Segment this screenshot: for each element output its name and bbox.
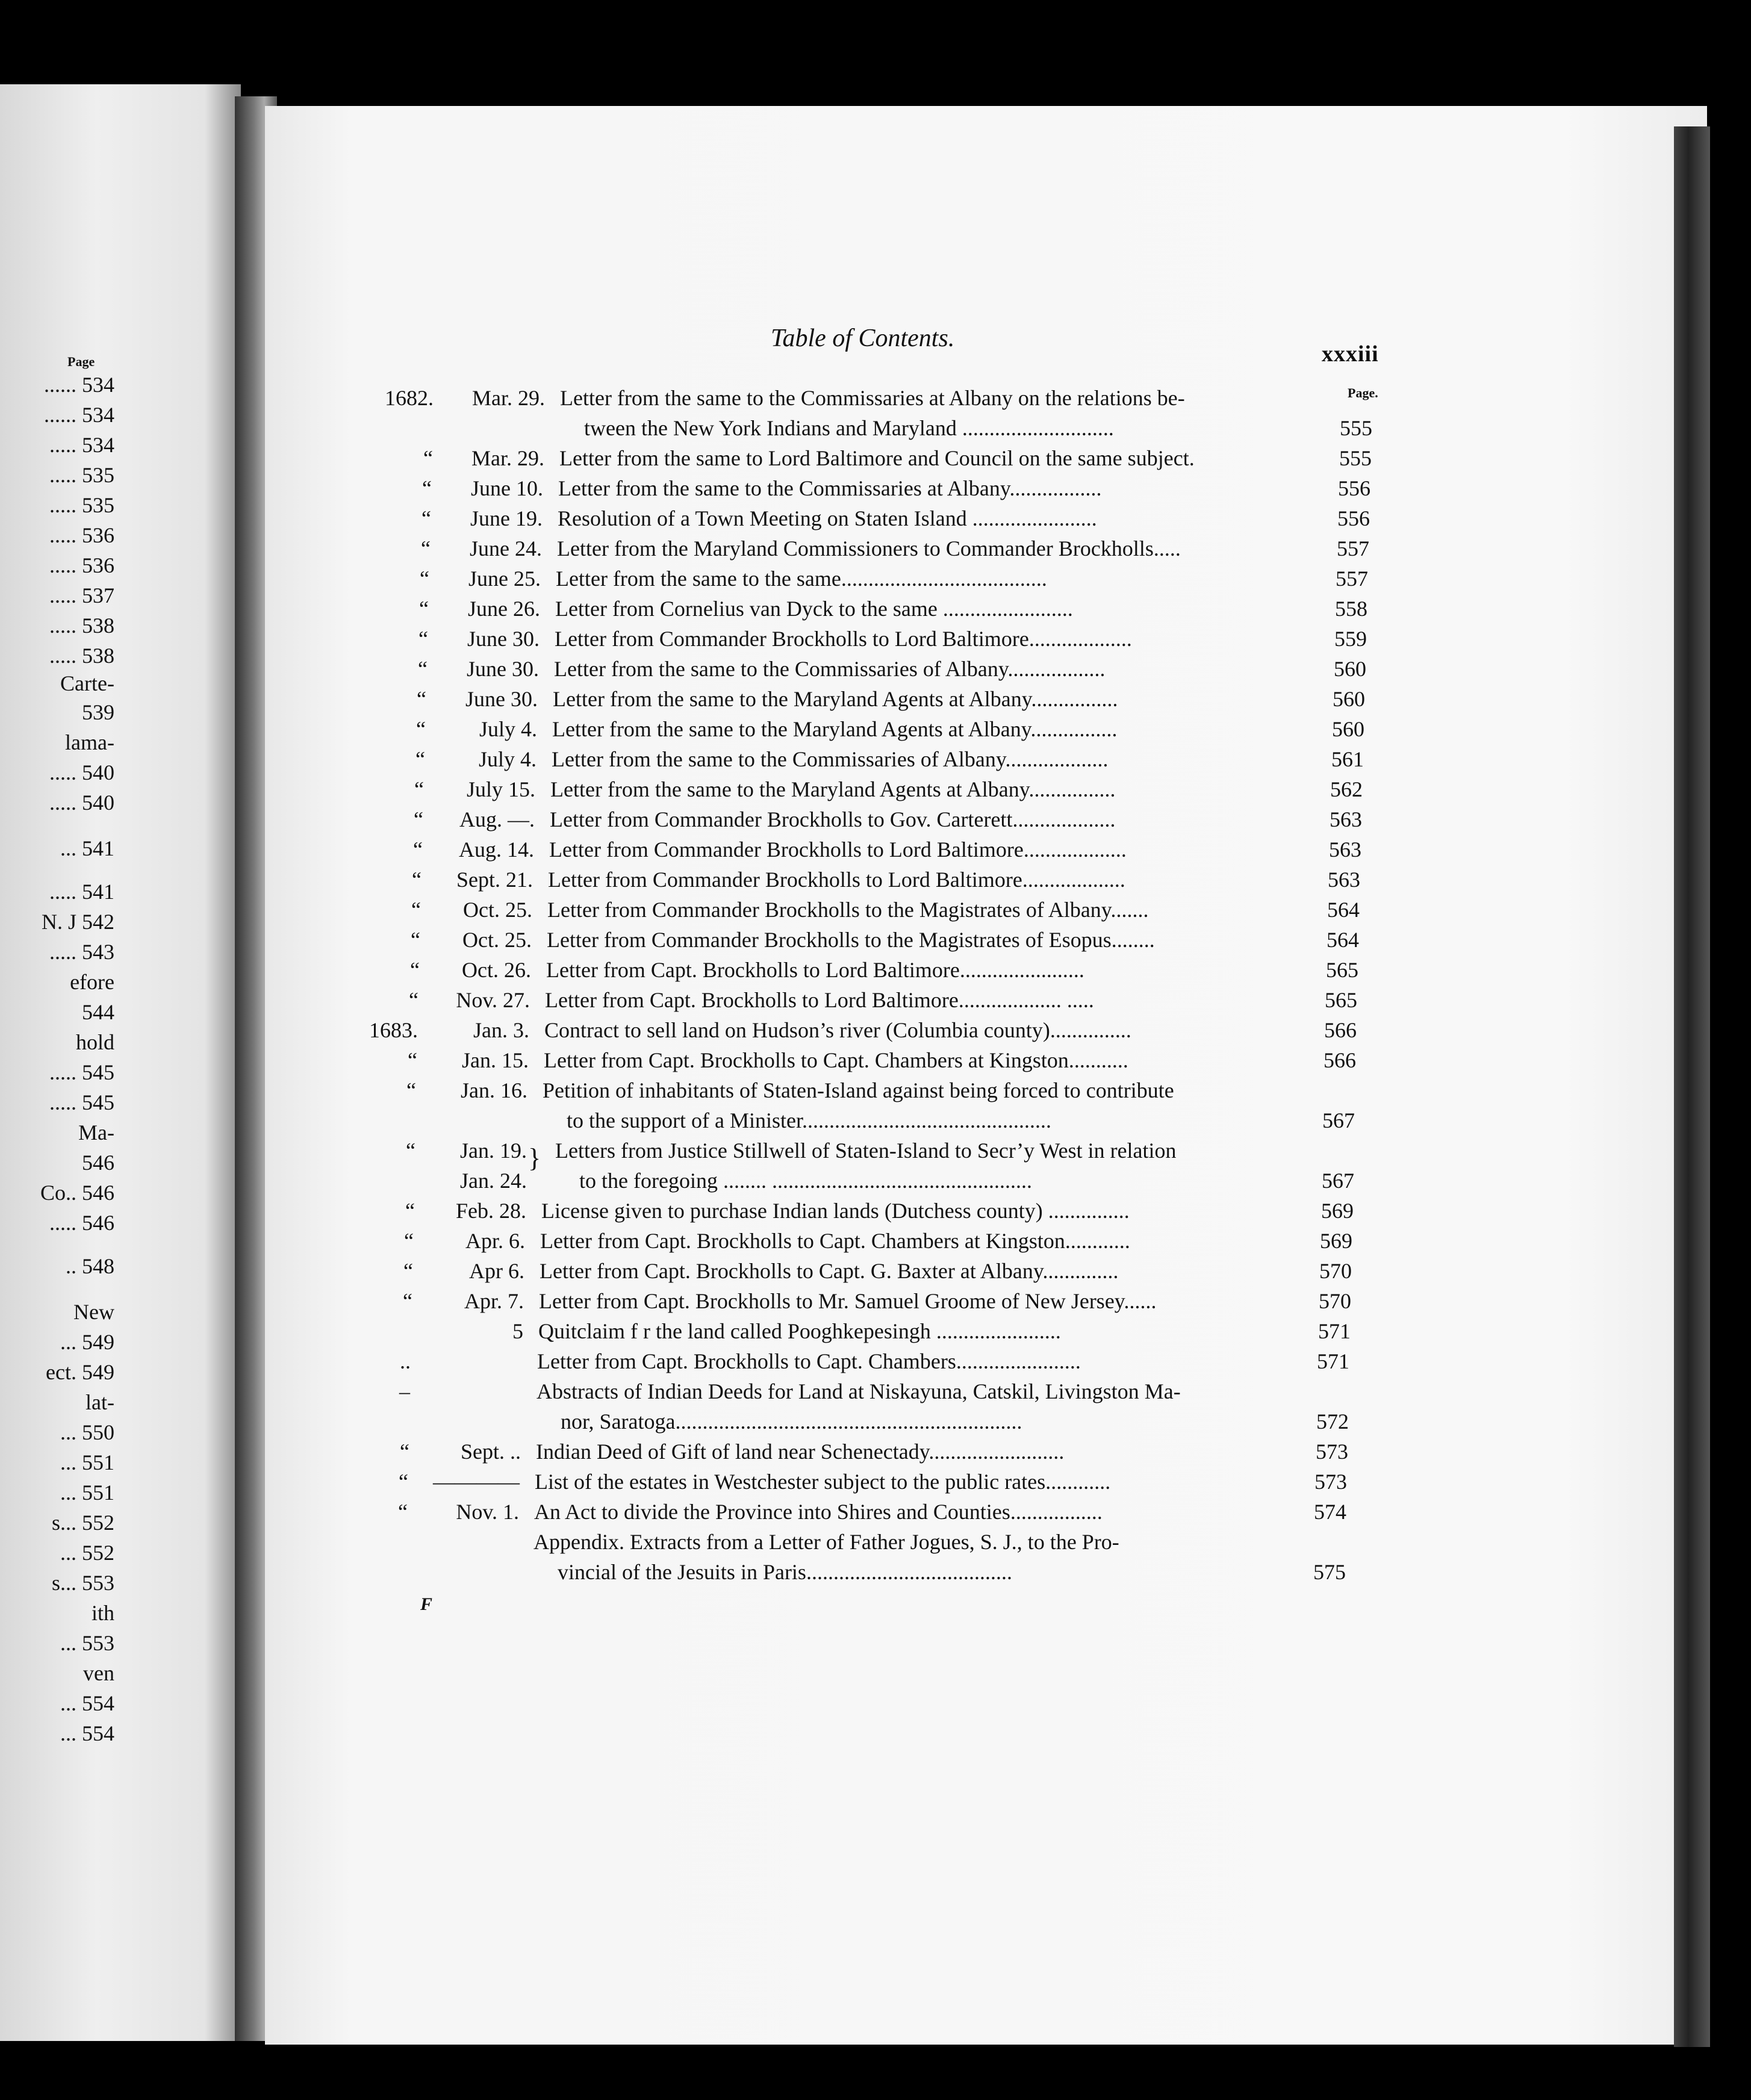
left-page-line: Ma- [78,1120,114,1145]
toc-entry-text: Resolution of a Town Meeting on Staten Island ....................... [558,506,1097,530]
left-page-line: ... 549 [60,1330,114,1354]
toc-entry-text: Appendix. Extracts from a Letter of Father Jogues, S. J., to the Pro- [533,1530,1119,1554]
left-page-line: ... 550 [60,1420,114,1444]
toc-page-number: 567 [1322,1169,1354,1193]
toc-year: “ [421,506,431,530]
left-page-line: Co.. 546 [40,1181,114,1205]
toc-year: – [399,1379,410,1403]
page-title: Table of Contents. [771,325,955,352]
toc-date: Jan. 19. [460,1139,527,1163]
toc-entry-text: Letter from Capt. Brockholls to Lord Baltimore................... ..... [545,988,1094,1012]
toc-page-number: 566 [1323,1048,1356,1072]
toc-year: “ [410,958,420,982]
toc-entry-text: Letter from the same to the Commissaries at Albany................. [558,476,1102,500]
left-page-line: ...... 534 [44,373,114,397]
toc-page-number: 567 [1322,1108,1355,1132]
toc-page-number: 573 [1316,1440,1348,1464]
signature-mark: F [420,1594,433,1614]
left-page-line: s... 552 [51,1511,114,1535]
toc-year: “ [408,1048,417,1072]
toc-entry-text: Petition of inhabitants of Staten-Island against being forced to contribute [543,1078,1174,1102]
toc-date: Oct. 25. [462,928,532,952]
toc-date: June 10. [471,476,543,500]
toc-year: “ [398,1500,408,1524]
toc-year: “ [399,1470,408,1494]
toc-date: June 19. [470,506,543,530]
left-page-line: ect. 549 [46,1360,114,1384]
toc-entry-text: License given to purchase Indian lands (Dutchess county) ............... [541,1199,1130,1223]
left-page-line: 539 [82,700,114,724]
toc-entry-text: Quitclaim f r the land called Pooghkepesingh ....................... [538,1319,1061,1343]
toc-entry-text: Letter from the same to the same...................................... [556,567,1047,591]
toc-year: “ [403,1289,412,1313]
toc-entry-text: Letters from Justice Stillwell of Staten-Island to Secr’y West in relation [555,1139,1177,1163]
toc-year: “ [416,717,426,741]
toc-page-number: 571 [1318,1319,1351,1343]
toc-page-number: 564 [1327,898,1360,922]
toc-date: Apr 6. [469,1259,524,1283]
toc-year: “ [413,837,423,862]
toc-date-secondary: Jan. 24. [460,1169,527,1193]
toc-year: 1683. [369,1018,418,1042]
toc-page-number: 571 [1317,1349,1349,1373]
toc-page-number: 561 [1331,747,1364,771]
toc-entry-text: Letter from Capt. Brockholls to Capt. Chambers....................... [537,1349,1081,1373]
toc-date: Apr. 6. [465,1229,525,1253]
toc-entry-text: Letter from Commander Brockholls to Lord Baltimore................... [548,868,1125,892]
left-page-line: ..... 540 [49,791,114,815]
left-page-line: ... 541 [60,836,114,860]
toc-date: Sept. .. [460,1440,521,1464]
toc-page-number: 565 [1325,988,1357,1012]
toc-date: Jan. 15. [462,1048,529,1072]
toc-page-number: 562 [1330,777,1363,801]
toc-entry-text: List of the estates in Westchester subject to the public rates............ [535,1470,1111,1494]
toc-year: “ [411,898,421,922]
toc-year: “ [422,476,432,500]
toc-year: “ [405,1199,415,1223]
left-page-line: ...... 534 [44,403,114,427]
left-page-line: Carte- [60,671,114,695]
toc-page-number: 570 [1319,1289,1351,1313]
toc-entry-text: Letter from the same to the Maryland Agents at Albany................ [552,717,1118,741]
toc-date: June 24. [470,536,542,561]
toc-year: “ [420,567,429,591]
toc-year: “ [400,1440,409,1464]
left-page-line: ... 551 [60,1450,114,1474]
toc-date: July 4. [479,717,537,741]
toc-page-number: 557 [1336,567,1368,591]
toc-page-number: 560 [1334,657,1366,681]
toc-year: “ [409,988,418,1012]
toc-page-number: 559 [1334,627,1367,651]
left-page-line: ... 554 [60,1721,114,1745]
toc-entry-text: Letter from the same to the Commissaries of Albany................... [552,747,1109,771]
toc-year: “ [406,1139,415,1163]
toc-entry-text: Letter from Capt. Brockholls to Capt. Chambers at Kingston........... [544,1048,1128,1072]
toc-page-number: 563 [1328,868,1360,892]
toc-page-number: 574 [1314,1500,1346,1524]
page-column-label: Page. [1348,385,1378,400]
left-page-line: ... 554 [60,1691,114,1715]
toc-date: July 4. [478,747,536,771]
toc-page-number: 565 [1326,958,1358,982]
left-page-line: 544 [82,1000,114,1024]
toc-year: “ [418,657,428,681]
left-page [0,84,241,2041]
toc-page-number: 555 [1339,446,1372,470]
toc-entry-text: Letter from Capt. Brockholls to Capt. G. Baxter at Albany.............. [540,1259,1119,1283]
toc-year: “ [403,1259,413,1283]
toc-entry-text: Letter from Commander Brockholls to Gov. Carterett................... [550,807,1116,831]
toc-year: “ [419,597,429,621]
toc-page-number: 575 [1313,1560,1346,1584]
toc-page-number: 570 [1319,1259,1352,1283]
toc-year: “ [412,868,421,892]
left-page-line: 546 [82,1151,114,1175]
toc-date: July 15. [466,777,535,801]
toc-entry-text: Letter from Capt. Brockholls to Mr. Samuel Groome of New Jersey...... [539,1289,1157,1313]
toc-year: “ [418,627,428,651]
left-page-line: efore [70,970,114,994]
left-page-line: .. 548 [66,1254,114,1278]
toc-page-number: 560 [1333,687,1365,711]
toc-year: “ [415,747,425,771]
brace-mark: } [528,1143,541,1173]
toc-date: Aug. 14. [459,837,534,862]
toc-entry-text: Letter from Capt. Brockholls to Capt. Chambers at Kingston............ [540,1229,1130,1253]
left-page-line: lama- [65,730,114,754]
toc-date: Oct. 26. [462,958,531,982]
toc-page-number: 556 [1338,476,1370,500]
toc-year: “ [411,928,420,952]
toc-entry-text: to the foregoing ........ ................................................ [579,1169,1032,1193]
toc-entry-text: Letter from Commander Brockholls to the Magistrates of Albany....... [547,898,1149,922]
left-page-line: ..... 535 [49,463,114,487]
page-edge [1674,126,1710,2047]
toc-page-number: 560 [1332,717,1364,741]
toc-page-number: 569 [1321,1199,1354,1223]
toc-entry-text: tween the New York Indians and Maryland ............................ [584,416,1114,440]
toc-entry-text: Letter from the same to the Maryland Agents at Albany................ [550,777,1116,801]
toc-date: Aug. —. [459,807,535,831]
toc-entry-text: to the support of a Minister.............................................. [567,1108,1051,1132]
toc-entry-text: Abstracts of Indian Deeds for Land at Niskayuna, Catskil, Livingston Ma- [536,1379,1181,1403]
left-page-line: lat- [86,1390,114,1414]
toc-page-number: 563 [1330,807,1362,831]
left-page-line: ..... 538 [49,614,114,638]
toc-page-number: 572 [1316,1409,1349,1434]
toc-date: Mar. 29. [471,446,544,470]
toc-date: 5 [512,1319,523,1343]
toc-year: “ [404,1229,414,1253]
toc-entry-text: Letter from the same to Lord Baltimore and Council on the same subject. [559,446,1195,470]
toc-page-number: 556 [1337,506,1370,530]
left-page-column-label: Page [67,354,95,369]
left-page-line: ith [91,1601,114,1625]
toc-date: June 30. [467,657,539,681]
toc-entry-text: vincial of the Jesuits in Paris...................................... [558,1560,1012,1584]
toc-year: “ [421,536,431,561]
toc-page-number: 566 [1324,1018,1357,1042]
toc-date: Nov. 27. [456,988,530,1012]
toc-year: “ [417,687,426,711]
toc-date: Nov. 1. [456,1500,519,1524]
toc-date: Mar. 29. [472,386,545,410]
toc-entry-text: Letter from Capt. Brockholls to Lord Baltimore....................... [546,958,1084,982]
toc-entry-text: nor, Saratoga................................................................ [561,1409,1022,1434]
toc-date: Oct. 25. [463,898,532,922]
left-page-line: ..... 541 [49,880,114,904]
left-page-line: ..... 536 [49,553,114,577]
toc-entry-text: Letter from the Maryland Commissioners to Commander Brockholls..... [557,536,1181,561]
toc-entry-text: Letter from the same to the Commissaries at Albany on the relations be- [560,386,1185,410]
toc-date: June 30. [465,687,538,711]
toc-date: ———— [433,1470,520,1494]
left-page-line: ... 553 [60,1631,114,1655]
left-page-line: ..... 543 [49,940,114,964]
toc-year: .. [400,1349,411,1373]
left-page-line: ..... 536 [49,523,114,547]
left-page-line: ..... 535 [49,493,114,517]
toc-date: Feb. 28. [456,1199,526,1223]
toc-page-number: 558 [1335,597,1367,621]
left-page-line: ... 552 [60,1541,114,1565]
toc-date: Sept. 21. [456,868,533,892]
toc-date: Jan. 16. [461,1078,527,1102]
toc-date: Apr. 7. [464,1289,524,1313]
toc-entry-text: Letter from Commander Brockholls to Lord Baltimore................... [555,627,1132,651]
left-page-line: ..... 538 [49,644,114,668]
toc-date: Jan. 3. [473,1018,529,1042]
toc-entry-text: Indian Deed of Gift of land near Schenectady......................... [536,1440,1065,1464]
left-page-line: hold [75,1030,114,1054]
toc-page-number: 563 [1329,837,1361,862]
left-page-line: ..... 546 [49,1211,114,1235]
toc-entry-text: Letter from Cornelius van Dyck to the same ........................ [555,597,1073,621]
toc-entry-text: An Act to divide the Province into Shires and Counties................. [534,1500,1103,1524]
toc-page-number: 557 [1337,536,1369,561]
toc-year: “ [406,1078,416,1102]
left-page-line: ... 551 [60,1480,114,1505]
left-page-line: ven [83,1661,114,1685]
page-number: xxxiii [1322,341,1379,367]
toc-year: “ [414,777,424,801]
toc-entry-text: Contract to sell land on Hudson’s river (Columbia county)............... [544,1018,1131,1042]
left-page-line: ..... 545 [49,1060,114,1084]
toc-date: June 26. [468,597,540,621]
toc-entry-text: Letter from Commander Brockholls to the Magistrates of Esopus........ [547,928,1155,952]
toc-year: “ [423,446,433,470]
toc-entry-text: Letter from the same to the Commissaries of Albany.................. [554,657,1106,681]
left-page-line: ..... 537 [49,583,114,607]
toc-entry-text: Letter from Commander Brockholls to Lord Baltimore................... [549,837,1127,862]
left-page-line: New [73,1300,114,1324]
toc-page-number: 564 [1326,928,1359,952]
toc-page-number: 573 [1314,1470,1347,1494]
left-page-line: ..... 545 [49,1090,114,1114]
toc-year: 1682. [385,386,434,410]
toc-date: June 30. [467,627,540,651]
toc-date: June 25. [468,567,541,591]
toc-entry-text: Letter from the same to the Maryland Agents at Albany................ [553,687,1118,711]
toc-page-number: 569 [1320,1229,1352,1253]
toc-page-number: 555 [1340,416,1372,440]
toc-year: “ [414,807,423,831]
left-page-line: ..... 534 [49,433,114,457]
left-page-line: N. J 542 [41,910,114,934]
left-page-line: s... 553 [51,1571,114,1595]
left-page-line: ..... 540 [49,760,114,784]
